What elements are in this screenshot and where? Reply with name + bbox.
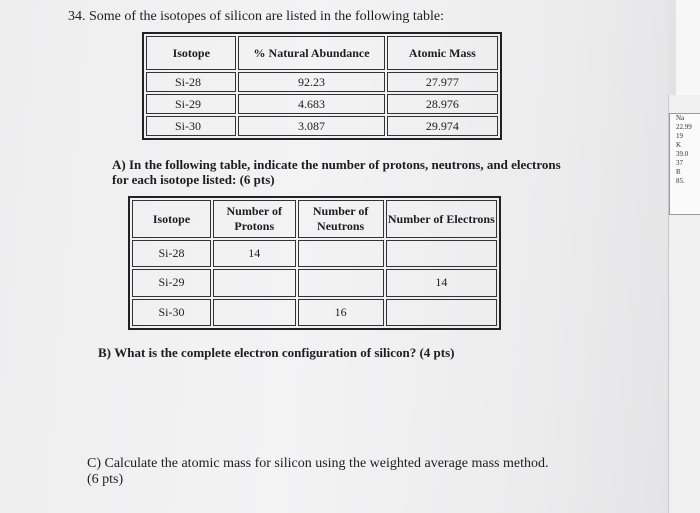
table1-header-abundance: % Natural Abundance — [238, 36, 384, 70]
part-b-text: What is the complete electron configuration of silicon? (4 pts) — [114, 345, 455, 360]
side-fragment-text: 19 — [676, 132, 683, 140]
table2-cell[interactable]: 14 — [386, 269, 497, 296]
side-fragment-text: 85. — [676, 177, 685, 185]
table2-cell: Si-29 — [132, 269, 211, 296]
table1-header-mass: Atomic Mass — [387, 36, 498, 70]
part-b-label: B) — [98, 345, 111, 360]
table1-cell: 29.974 — [387, 116, 498, 136]
table2-cell[interactable]: 14 — [213, 240, 296, 267]
table2-header-neutrons: Number of Neutrons — [298, 200, 384, 238]
part-c-text: Calculate the atomic mass for silicon using the weighted average mass method. (6 pts) — [87, 456, 549, 487]
background-paper-corner — [676, 0, 700, 95]
side-fragment-text: 39.0 — [676, 150, 689, 158]
table2-cell[interactable] — [386, 299, 497, 326]
table2-header-protons: Number of Protons — [213, 200, 296, 238]
table1-cell: 4.683 — [238, 94, 384, 114]
table1-cell: Si-30 — [146, 116, 236, 136]
table1-cell: 28.976 — [387, 94, 498, 114]
table2-cell[interactable] — [298, 240, 384, 267]
table1-cell: Si-29 — [146, 94, 236, 114]
table2-cell[interactable]: 16 — [298, 299, 384, 326]
table2-cell[interactable] — [213, 269, 296, 296]
table2-cell[interactable] — [298, 269, 384, 296]
part-b-prompt — [98, 345, 455, 361]
table2-cell: Si-28 — [132, 240, 211, 267]
periodic-table-fragment — [668, 95, 700, 513]
question-header: 34. Some of the isotopes of silicon are listed in the following table: — [68, 9, 444, 24]
part-c-label: C) — [87, 456, 101, 471]
side-fragment-text: 37 — [676, 159, 683, 167]
table2-cell[interactable] — [386, 240, 497, 267]
part-a-label: A) — [112, 157, 126, 172]
side-fragment-text: 22.99 — [676, 123, 692, 131]
part-a-text: In the following table, indicate the number of protons, neutrons, and electrons for each isotope listed: (6 pts) — [112, 157, 561, 187]
periodic-table-strip — [669, 113, 700, 215]
part-c-prompt — [87, 456, 557, 488]
table2-header-isotope: Isotope — [132, 200, 211, 238]
table2-cell: Si-30 — [132, 299, 211, 326]
part-a-prompt — [112, 157, 572, 187]
table1-cell: 92.23 — [238, 72, 384, 92]
side-fragment-text: K — [676, 141, 682, 149]
table2-header-electrons: Number of Electrons — [386, 200, 497, 238]
table1-cell: 27.977 — [387, 72, 498, 92]
side-fragment-text: R — [676, 168, 681, 176]
table1-cell: Si-28 — [146, 72, 236, 92]
table2-cell[interactable] — [213, 299, 296, 326]
particle-count-table — [128, 196, 501, 330]
side-fragment-text: Na — [676, 114, 685, 122]
table1-cell: 3.087 — [238, 116, 384, 136]
table1-header-isotope: Isotope — [146, 36, 236, 70]
isotope-table — [142, 32, 502, 140]
